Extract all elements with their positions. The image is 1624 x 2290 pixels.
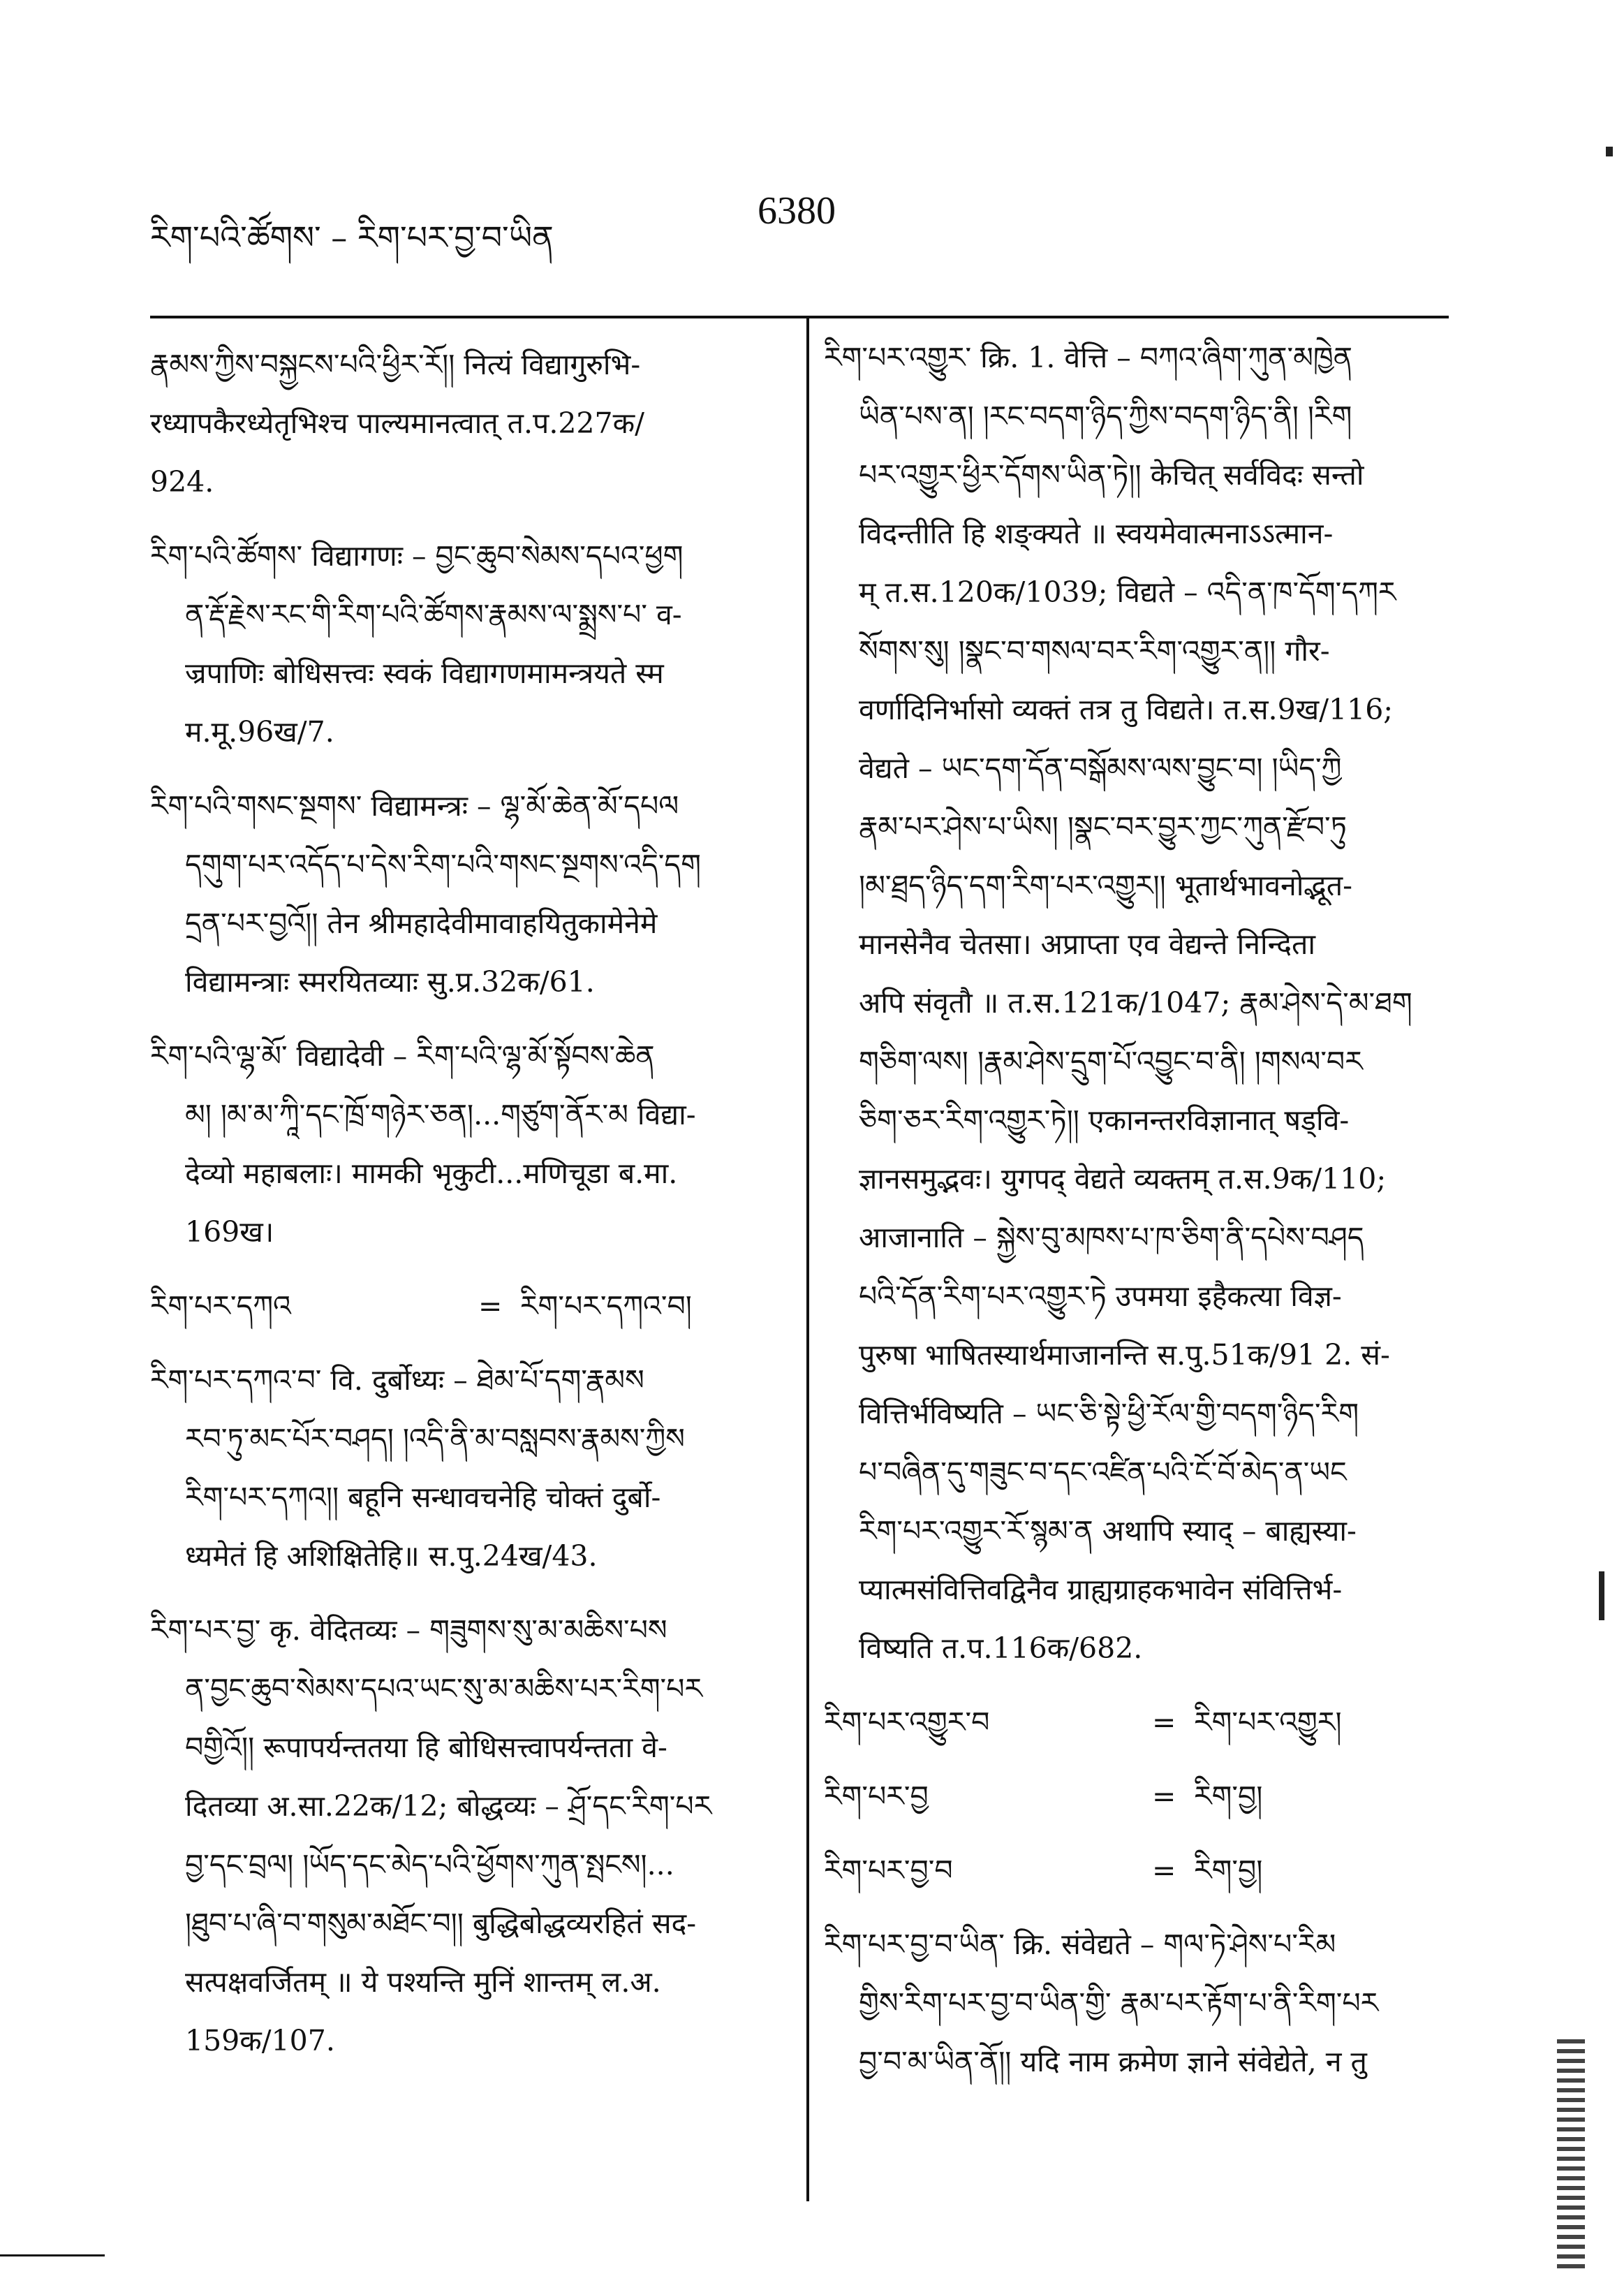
equals-sign: = (1152, 1705, 1176, 1739)
entry-line: རིག་པར་བྱ་ कृ. वेदितव्यः – གཟུགས་སུ་མ་མཆིས་པས (150, 1613, 667, 1647)
entry-line: वेद्यते – ཡང་དག་དོན་བསྒོམས་ལས་བྱུང་བ། །ཡིད་ཀྱི (859, 751, 1342, 785)
entry-line: བྱ་དང་བྲལ། །ཡོད་དང་མེད་པའི་ཕྱོགས་ཀུན་སྤངས།... (185, 1848, 674, 1881)
entry-line: प्यात्मसंवित्तिवद्विनैव ग्राह्यग्राहकभावेन संवित्तिर्भ- (859, 1573, 1343, 1606)
entry-line: བྱ་བ་མ་ཡིན་ནོ།། यदि नाम क्रमेण ज्ञाने संवेद्येते, न तु (859, 2045, 1367, 2078)
column-divider (806, 316, 809, 2201)
scan-dot (1606, 147, 1613, 156)
entry-line: རིག་པར་འགྱུར་ क्रि. 1. वेत्ति – བཀའ་ཞིག་ཀུན་མཁྱེན (824, 341, 1352, 374)
headword: རིག་པར་འགྱུར་བ (824, 1705, 990, 1739)
entry-line: अपि संवृतौ ॥ त.स.121क/1047; རྣམ་ཤེས་དེ་མ་ཐག (859, 986, 1412, 1020)
entry-line: དྲན་པར་བྱའོ།། तेन श्रीमहादेवीमावाहयितुकामेनेमे (185, 907, 658, 940)
dictionary-entry (150, 335, 778, 511)
entry-line: རབ་ཏུ་མང་པོར་བཤད། །འདི་ནི་མ་བསླབས་རྣམས་ཀྱིས (185, 1422, 685, 1455)
see-target: རིག་པར་དཀའ་བ། (520, 1289, 692, 1323)
running-head: རིག་པའི་ཚོགས་ – རིག་པར་བྱ་བ་ཡིན (150, 219, 554, 256)
entry-line: ཅིག་ཅར་རིག་འགྱུར་ཏེ།། एकानन्तरविज्ञानात् षड्वि- (859, 1103, 1350, 1137)
entry-line: ན་བྱང་ཆུབ་སེམས་དཔའ་ཡང་སུ་མ་མཆིས་པར་རིག་པར (185, 1672, 702, 1705)
entry-line: रध्यापकैरध्येतृभिश्च पाल्यमानत्वात् त.प.227क/ (150, 406, 644, 440)
dictionary-entry (150, 777, 778, 1011)
cross-reference-entry (824, 1767, 1452, 1826)
dictionary-entry (150, 1601, 778, 2070)
equals-sign: = (1152, 1779, 1176, 1813)
see-target: རིག་པར་འགྱུར། (1194, 1705, 1342, 1739)
entry-line: म.मू.96ख/7. (185, 715, 334, 749)
entry-line: །མ་ཐྲད་ཉིད་དག་རིག་པར་འགྱུར།། भूतार्थभावनोद्भूत- (859, 869, 1352, 902)
cross-reference-entry (824, 1841, 1452, 1900)
entry-line: मानसेनैव चेतसा। अप्राप्ता एव वेद्यन्ते निन्दिता (859, 927, 1316, 961)
entry-line: རིག་པར་བྱ་བ་ཡིན་ क्रि. संवेद्यते – གལ་ཏེ་ཤེས་པ་རིམ (824, 1928, 1336, 1961)
equals-sign: = (478, 1289, 503, 1323)
entry-line: པར་འགྱུར་ཕྱིར་དོགས་ཡིན་ཏེ།། केचित् सर्वविदः सन्तो (859, 458, 1364, 492)
dictionary-entry (150, 1351, 778, 1585)
dictionary-entry (824, 328, 1452, 1678)
headword: རིག་པར་བྱ་བ (824, 1854, 953, 1887)
equals-sign: = (1152, 1854, 1176, 1887)
entry-line: རིག་པའི་ཚོགས་ विद्यागणः – བྱང་ཆུབ་སེམས་དཔའ་ཕྱག (150, 539, 684, 573)
entry-line: वर्णादिनिर्भासो व्यक्तं तत्र तु विद्यते। त.स.9ख/116; (859, 693, 1394, 726)
entry-line: བགྱིའོ།། रूपापर्यन्ततया हि बोधिसत्त्वापर्यन्तता वे- (185, 1731, 667, 1764)
entry-line: पुरुषा भाषितस्यार्थमाजानन्ति स.पु.51क/91 2. सं- (859, 1338, 1390, 1372)
headword: རིག་པར་དཀའ (150, 1289, 291, 1323)
entry-line: རིག་པར་འགྱུར་རོ་སྙམ་ན अथापि स्याद् – बाह्यस्या- (859, 1514, 1357, 1548)
entry-line: པའི་དོན་རིག་པར་འགྱུར་ཏེ उपमया इहैकत्या विज्ञ- (859, 1279, 1342, 1313)
entry-line: ज्रपाणिः बोधिसत्त्वः स्वकं विद्यागणमामन्त्रयते स्म (185, 656, 664, 690)
scan-edge-mark (1599, 1571, 1604, 1620)
cross-reference-entry (824, 1693, 1452, 1752)
page-number: 6380 (758, 189, 836, 233)
entry-line: म् त.स.120क/1039; विद्यते – འདི་ན་ཁ་དོག་དཀར (859, 575, 1396, 609)
left-column (150, 335, 778, 2085)
entry-line: རིག་པའི་ལྷ་མོ་ विद्यादेवी – རིག་པའི་ལྷ་མོ་སྟོབས་ཆེན (150, 1039, 655, 1073)
dictionary-entry (824, 1915, 1452, 2091)
entry-line: ज्ञानसमुद्भवः। युगपद् वेद्यते व्यक्तम् त.स.9क/110; (859, 1162, 1387, 1196)
entry-line: རིག་པར་དཀའ།། बहूनि सन्धावचनेहि चोक्तं दुर्बो- (185, 1481, 661, 1514)
entry-line: विद्यामन्त्राः स्मरयितव्याः सु.प्र.32क/61. (185, 965, 595, 999)
entry-line: མ། །མ་མ་ཀཱི་དང་ཁྲོ་གཉེར་ཅན།...གཙུག་ནོར་མ विद्या- (185, 1098, 696, 1131)
page-header (150, 189, 1477, 258)
scan-edge-artifact (1557, 2039, 1585, 2270)
see-target: རིག་བྱ། (1194, 1779, 1263, 1813)
cross-reference-entry (150, 1277, 778, 1335)
dictionary-entry (150, 1027, 778, 1261)
entry-line: གྱིས་རིག་པར་བྱ་བ་ཡིན་གྱི་ རྣམ་པར་རྟོག་པ་ནི་རིག་པར (859, 1986, 1379, 2020)
entry-line: དགུག་པར་འདོད་པ་དེས་རིག་པའི་གསང་སྔགས་འདི་དག (185, 848, 701, 881)
footer-rule (0, 2254, 105, 2256)
headword: རིག་པར་བྱ (824, 1779, 929, 1813)
entry-line: वित्तिर्भविष्यति – ཡང་ཅི་སྟེ་ཕྱི་རོལ་གྱི་བདག་ཉིད་རིག (859, 1397, 1359, 1430)
entry-line: विष्यति त.प.116क/682. (859, 1631, 1143, 1665)
entry-line: सत्पक्षवर्जितम् ॥ ये पश्यन्ति मुनिं शान्तम् ल.अ. (185, 1965, 661, 1999)
entry-line: རྣམས་ཀྱིས་བསྐྱངས་པའི་ཕྱིར་རོ།། नित्यं विद्यागुरुभि- (150, 348, 641, 381)
entry-line: རྣམ་པར་ཤེས་པ་ཡིས། །སྣང་བར་བྱུར་ཀྱང་ཀུན་རྫོབ་ཏུ (859, 810, 1347, 844)
right-column (824, 328, 1452, 2106)
entry-line: རིག་པར་དཀའ་བ་ वि. दुर्बोध्यः – ཐེམ་པོ་དག་རྣམས (150, 1363, 644, 1397)
see-target: རིག་བྱ། (1194, 1854, 1263, 1887)
entry-line: གཅིག་ལས། །རྣམ་ཤེས་དྲུག་པོ་འབྱུང་བ་ནི། །གསལ་བར (859, 1045, 1363, 1078)
entry-line: 159क/107. (185, 2024, 335, 2057)
entry-line: ध्यमेतं हि अशिक्षितेहि॥ स.पु.24ख/43. (185, 1539, 598, 1573)
header-rule (150, 316, 1449, 318)
entry-line: आजानाति – སྐྱེས་བུ་མཁས་པ་ཁ་ཅིག་ནི་དཔེས་བཤད (859, 1221, 1364, 1254)
entry-line: 924. (150, 465, 214, 499)
entry-line: देव्यो महाबलाः। मामकी भृकुटी...मणिचूडा ब.मा. (185, 1157, 678, 1190)
entry-line: སོགས་སུ། །སྣང་བ་གསལ་བར་རིག་འགྱུར་ན།། गौर- (859, 634, 1330, 668)
dictionary-entry (150, 527, 778, 761)
entry-line: །ཐུབ་པ་ཞི་བ་གསུམ་མཐོང་བ།། बुद्धिबोद्धव्यरहितं सद- (185, 1907, 697, 1940)
entry-line: ན་རྡོ་རྗེས་རང་གི་རིག་པའི་ཚོགས་རྣམས་ལ་སྨྲས་པ་ व- (185, 598, 682, 631)
entry-line: ཡིན་པས་ན། །རང་བདག་ཉིད་ཀྱིས་བདག་ཉིད་ནི། །རིག (859, 399, 1352, 433)
entry-line: པ་བཞིན་དུ་གཟུང་བ་དང་འཛིན་པའི་ངོ་བོ་མེད་ན་ཡང (859, 1455, 1347, 1489)
entry-line: རིག་པའི་གསང་སྔགས་ विद्यामन्त्रः – ལྷ་མོ་ཆེན་མོ་དཔལ (150, 789, 679, 823)
entry-line: दितव्या अ.सा.22क/12; बोद्धव्यः – ཤྲོ་དང་རིག་པར (185, 1789, 712, 1823)
entry-line: विदन्तीति हि शङ्क्यते ॥ स्वयमेवात्मनाऽऽत्मान- (859, 517, 1334, 550)
entry-line: 169ख। (185, 1215, 274, 1249)
